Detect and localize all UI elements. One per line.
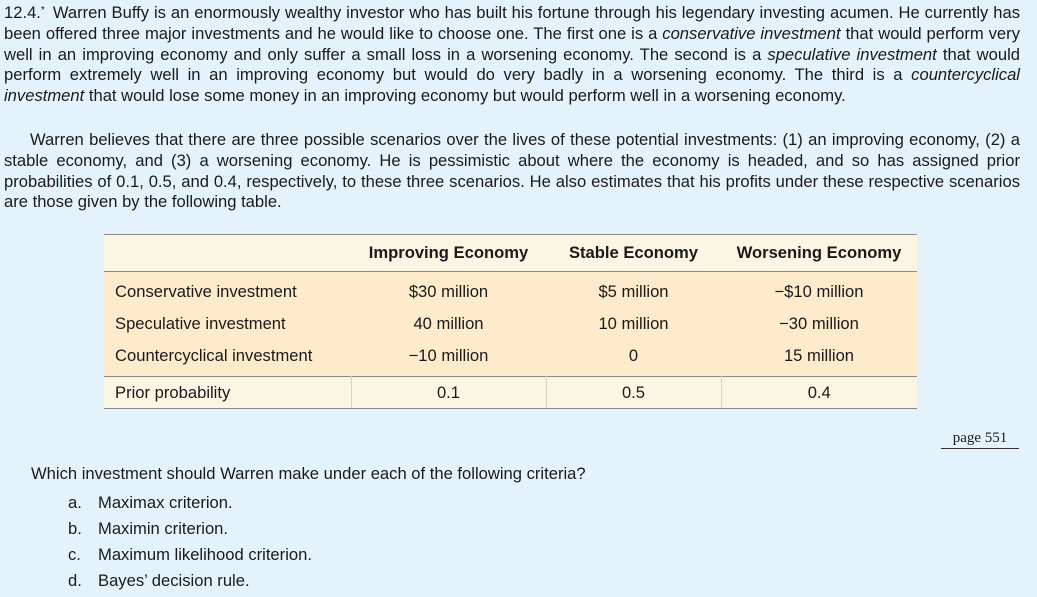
table-cell: 40 million bbox=[351, 308, 546, 340]
text-run: that would perform extremely well in an improving economy but would do very badly in a worsening economy. The third is a bbox=[4, 44, 1020, 85]
row-label: Speculative investment bbox=[104, 308, 351, 340]
prior-probability-row bbox=[104, 377, 917, 409]
page-number: page 551 bbox=[941, 430, 1019, 449]
table-cell: 0.4 bbox=[721, 377, 917, 409]
table-row bbox=[104, 340, 917, 377]
item-letter: a. bbox=[68, 493, 82, 512]
item-letter: d. bbox=[68, 571, 82, 590]
item-text: Maximax criterion. bbox=[98, 493, 233, 512]
table-cell: $30 million bbox=[351, 272, 546, 309]
question-text: Which investment should Warren make under each of the following criteria? bbox=[31, 464, 586, 483]
criteria-list bbox=[68, 492, 312, 596]
text-run: Warren Buffy is an enormously wealthy investor who has built his fortune through his legendary investing acumen. He currently has been offered three major investments and he would like to choose one. The first one is a bbox=[4, 3, 1020, 43]
item-text: Maximin criterion. bbox=[98, 519, 229, 538]
header-stable: Stable Economy bbox=[546, 235, 721, 272]
header-improving: Improving Economy bbox=[351, 235, 546, 272]
key-term: speculative investment bbox=[767, 44, 937, 64]
row-label: Conservative investment bbox=[104, 272, 351, 309]
row-label: Prior probability bbox=[104, 377, 351, 409]
table-cell: −$10 million bbox=[721, 272, 917, 309]
table-cell: 0.1 bbox=[351, 377, 546, 409]
problem-paragraph-1 bbox=[4, 1, 1020, 107]
table-cell: 0 bbox=[546, 340, 721, 377]
row-label: Countercyclical investment bbox=[104, 340, 351, 377]
item-text: Maximum likelihood criterion. bbox=[98, 545, 312, 564]
profit-table bbox=[104, 234, 917, 409]
table-cell: 0.5 bbox=[546, 377, 721, 409]
list-item bbox=[68, 544, 312, 570]
item-letter: c. bbox=[68, 545, 81, 564]
text-run: that would lose some money in an improving economy but would perform well in a worsening economy. bbox=[84, 86, 846, 106]
table-cell: $5 million bbox=[546, 272, 721, 309]
problem-paragraph-2: Warren believes that there are three possible scenarios over the lives of these potential investments: (1) an improving economy, (2) a stable economy, and (3) a worsening economy. He is pessimistic about where the economy is headed, and so has assigned prior probabilities of 0.1, 0.5, and 0.4, respectively, to these three scenarios. He also estimates that his profits under these respective scenarios are those given by the following table. bbox=[4, 130, 1020, 212]
table-cell: −10 million bbox=[351, 340, 546, 377]
header-empty bbox=[104, 235, 351, 272]
list-item bbox=[68, 492, 312, 518]
key-term: conservative investment bbox=[662, 23, 841, 43]
header-worsening: Worsening Economy bbox=[721, 235, 917, 272]
text-run: that would perform very well in an improving economy and only suffer a small loss in a worsening economy. The second is a bbox=[4, 23, 1020, 64]
table-row bbox=[104, 272, 917, 309]
table-cell: −30 million bbox=[721, 308, 917, 340]
table-cell: 10 million bbox=[546, 308, 721, 340]
table-row bbox=[104, 308, 917, 340]
item-letter: b. bbox=[68, 519, 82, 538]
item-text: Bayes’ decision rule. bbox=[98, 571, 250, 590]
problem-number: 12.4.* bbox=[4, 3, 45, 22]
list-item bbox=[68, 570, 312, 596]
table-cell: 15 million bbox=[721, 340, 917, 377]
table-header-row bbox=[104, 235, 917, 272]
problem-intro-text bbox=[4, 3, 1020, 105]
key-term: countercyclical investment bbox=[4, 65, 1020, 106]
list-item bbox=[68, 518, 312, 544]
